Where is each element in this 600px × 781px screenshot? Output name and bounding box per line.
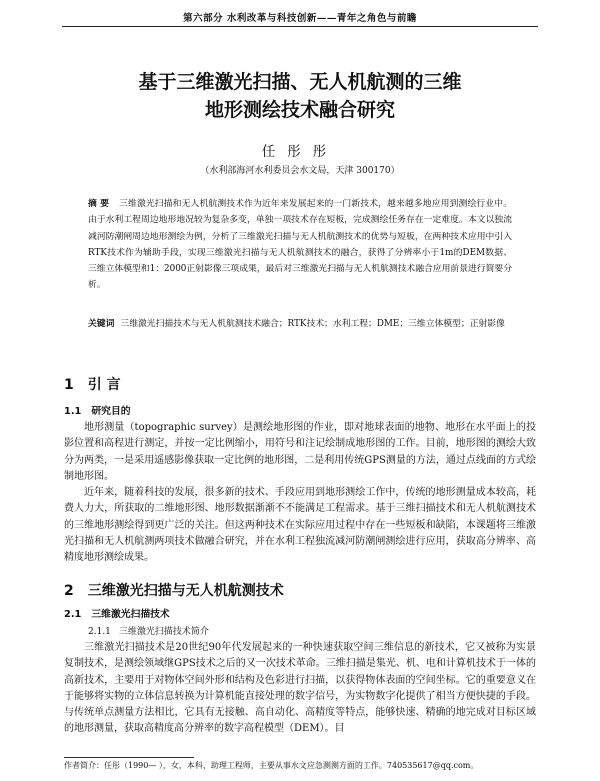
running-header: 第六部分 水利改革与科技创新——青年之角色与前瞻 — [183, 13, 417, 24]
keywords-label: 关键词 — [88, 319, 115, 329]
section-title: 引 言 — [87, 377, 121, 393]
section-number: 2.1 — [64, 609, 82, 620]
paragraph-2: 近年来，随着科技的发展，很多新的技术、手段应用到地形测绘工作中，传统的地形测量成本较高，耗费人力大，所获取的二维地形图、地形数据渐渐不不能满足工程需求。基于三维扫描技术和无人机航测技术的三维地形测绘得到更广泛的关注。但这两种技术在实际应用过程中存在一些短板和缺陷，本课题将三维激光扫描和无人机航测两项技术做融合研究，并在水利工程独流减河防潮闸测绘进行应用，获取高分辨率、高精度地形测绘成果。 — [64, 487, 536, 564]
section-title: 三维激光扫描与无人机航测技术 — [87, 583, 284, 599]
abstract — [88, 196, 512, 294]
section-2-heading — [64, 580, 284, 600]
section-number: 1 — [64, 377, 74, 393]
section-title: 三维激光扫描技术简介 — [118, 627, 209, 637]
section-1-1-heading — [64, 403, 131, 417]
keywords-text: 三维激光扫描技术与无人机航测技术融合；RTK技术；水利工程；DME；三维立体模型；正射影像 — [120, 319, 505, 329]
abstract-label: 摘 要 — [88, 199, 110, 209]
article-title — [60, 68, 540, 124]
title-line-1: 基于三维激光扫描、无人机航测的三维 — [138, 71, 462, 93]
keywords — [88, 316, 512, 332]
section-number: 2 — [64, 583, 74, 599]
author-name: 任彤彤 — [261, 144, 339, 160]
footnote-rule — [64, 757, 194, 758]
paragraph-1: 地形测量（topographic survey）是测绘地形图的作业，即对地球表面的地物、地形在水平面上的投影位置和高程进行测定，并按一定比例缩小，用符号和注记绘制成地形图的工作。目前，地形图的测绘大致分为两类，一是采用遥感影像获取一定比例的地形图，二是利用传统GPS测量的方法，通过点线面的方式绘制地形图。 — [64, 422, 536, 482]
header-rule — [62, 26, 538, 27]
section-number: 1.1 — [64, 406, 82, 417]
title-line-2: 地形测绘技术融合研究 — [204, 99, 395, 121]
section-title: 研究目的 — [91, 406, 131, 417]
paragraph-3: 三维激光扫描技术是20世纪90年代发展起来的一种快速获取空间三维信息的新技术，它又被称为实景复制技术，是测绘领域继GPS技术之后的又一次技术革命。三维扫描是集光、机、电和计算机技术于一体的高新技术，主要用于对物体空间外形和结构及色彩进行扫描，以获得物体表面的空间坐标。它的重要意义在于能够将实物的立体信息转换为计算机能直接处理的数字信号，为实物数字化提供了相当方便快捷的手段。与传统单点测量方法相比，它具有无接触、高自动化、高精度等特点，能够快速、精确的地完成对目标区域的地形测量，获取高精度高分辨率的数字高程模型（DEM）。目 — [64, 642, 536, 735]
abstract-text: 三维激光扫描和无人机航测技术作为近年来发展起来的一门新技术，越来越多地应用到测绘行业中。由于水利工程周边地形地况较为复杂多变，单独一项技术存在短板，完成测绘任务存在一定难度。本文以独流减河防潮闸周边地形测绘为例，分析了三维激光扫描与无人机航测技术的优势与短板，在两种技术应用中引入RTK技术作为辅助手段，实现三维激光扫描与无人机航测技术的融合，获得了分辨率小于1m的DEM数据、三维立体模型和1：2000正射影像三项成果，最后对三维激光扫描与无人机航测技术融合应用前景进行简要分析。 — [88, 199, 512, 291]
author-footnote: 作者简介：任彤（1990— ），女，本科，助理工程师，主要从事水文应急测测方面的工作。740535617@qq.com。 — [64, 761, 479, 770]
section-1-heading — [64, 374, 121, 394]
section-number: 2.1.1 — [88, 627, 111, 637]
section-2-1-1-heading — [88, 624, 209, 637]
author-affiliation: （水利部海河水利委员会水文局，天津 300170） — [200, 166, 400, 176]
section-2-1-heading — [64, 606, 170, 620]
section-title: 三维激光扫描技术 — [91, 609, 170, 620]
